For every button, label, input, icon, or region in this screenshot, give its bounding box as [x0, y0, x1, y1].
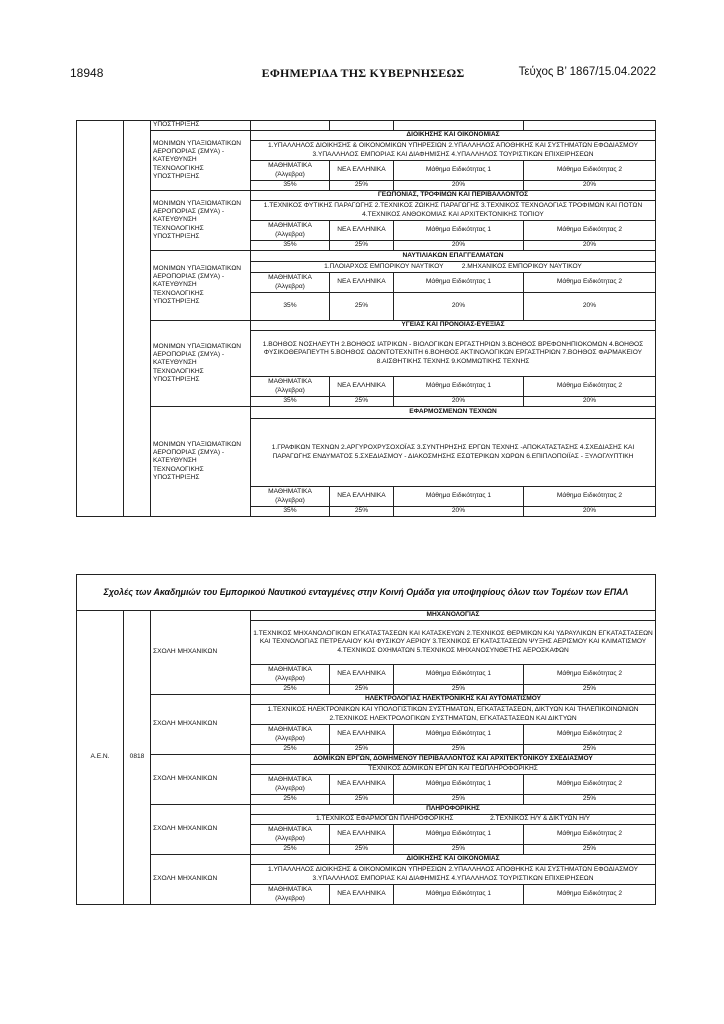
section-title: Σχολές των Ακαδημιών του Εμπορικού Ναυτικού ενταγμένες στην Κοινή Ομάδα για υποψηφίους όλων των Τομέων των ΕΠΑΛ — [77, 575, 656, 611]
weight-value: 25% — [394, 795, 524, 805]
col-math: ΜΑΘΗΜΑΤΙΚΑ (Άλγεβρα) — [251, 825, 330, 845]
sector-title: ΔΙΟΙΚΗΣΗΣ ΚΑΙ ΟΙΚΟΝΟΜΙΑΣ — [251, 855, 656, 865]
specialties-list: 1.ΤΕΧΝΙΚΟΣ ΕΦΑΡΜΟΓΩΝ ΠΛΗΡΟΦΟΡΙΚΗΣ 2.ΤΕΧΝΙΚΟΣ Η/Υ & ΔΙΚΤΥΩΝ Η/Υ — [251, 815, 656, 825]
col-spec1: Μάθημα Ειδικότητας 1 — [394, 377, 524, 397]
weight-value: 25% — [524, 845, 656, 855]
blank-cell — [124, 121, 151, 517]
school-name: ΜΟΝΙΜΩΝ ΥΠΑΞΙΩΜΑΤΙΚΩΝ ΑΕΡΟΠΟΡΙΑΣ (ΣΜΥΑ) - ΚΑΤΕΥΘΥΝΣΗ ΤΕΧΝΟΛΟΓΙΚΗΣ ΥΠΟΣΤΗΡΙΞΗΣ — [151, 321, 251, 407]
sector-title: ΕΦΑΡΜΟΣΜΕΝΩΝ ΤΕΧΝΩΝ — [251, 407, 656, 419]
col-spec2: Μάθημα Ειδικότητας 2 — [524, 825, 656, 845]
col-spec2: Μάθημα Ειδικότητας 2 — [524, 377, 656, 397]
specialties-list: 1.ΠΛΟΙΑΡΧΟΣ ΕΜΠΟΡΙΚΟΥ ΝΑΥΤΙΚΟΥ 2.ΜΗΧΑΝΙΚΟΣ ΕΜΠΟΡΙΚΟΥ ΝΑΥΤΙΚΟΥ — [251, 262, 656, 273]
col-spec2: Μάθημα Ειδικότητας 2 — [524, 161, 656, 181]
weight-value: 35% — [251, 293, 330, 321]
col-math: ΜΑΘΗΜΑΤΙΚΑ (Άλγεβρα) — [251, 885, 330, 905]
weight-value: 25% — [251, 745, 330, 755]
col-spec2: Μάθημα Ειδικότητας 2 — [524, 725, 656, 745]
col-spec2: Μάθημα Ειδικότητας 2 — [524, 221, 656, 241]
code-cell: 0818 — [124, 611, 151, 905]
col-greek: ΝΕΑ ΕΛΛΗΝΙΚΑ — [330, 161, 394, 181]
weight-value: 25% — [330, 181, 394, 191]
col-spec1: Μάθημα Ειδικότητας 1 — [394, 775, 524, 795]
school-name: ΜΟΝΙΜΩΝ ΥΠΑΞΙΩΜΑΤΙΚΩΝ ΑΕΡΟΠΟΡΙΑΣ (ΣΜΥΑ) - ΚΑΤΕΥΘΥΝΣΗ ΤΕΧΝΟΛΟΓΙΚΗΣ ΥΠΟΣΤΗΡΙΞΗΣ — [151, 131, 251, 191]
col-greek: ΝΕΑ ΕΛΛΗΝΙΚΑ — [330, 885, 394, 905]
journal-title: ΕΦΗΜΕΡΙΔΑ ΤΗΣ ΚΥΒΕΡΝΗΣΕΩΣ — [261, 66, 465, 80]
weight-value: 35% — [251, 241, 330, 251]
school-cell: ΥΠΟΣΤΗΡΙΞΗΣ — [151, 121, 251, 131]
weight-value: 25% — [330, 507, 394, 517]
weight-value: 25% — [251, 795, 330, 805]
weight-value: 20% — [524, 507, 656, 517]
weight-value: 35% — [251, 181, 330, 191]
weight-value: 25% — [330, 685, 394, 695]
specialties-list: 1.ΒΟΗΘΟΣ ΝΟΣΗΛΕΥΤΗ 2.ΒΟΗΘΟΣ ΙΑΤΡΙΚΩΝ - ΒΙΟΛΟΓΙΚΩΝ ΕΡΓΑΣΤΗΡΙΩΝ 3.ΒΟΗΘΟΣ ΒΡΕΦΟΝΗΠΙΟΚΟΜΩΝ 4.ΒΟΗΘΟΣ ΦΥΣΙΚΟΘΕΡΑΠΕΥΤΗ 5.ΒΟΗΘΟΣ ΟΔΟΝΤΟΤΕΧΝΙΤΗ 6.ΒΟΗΘΟΣ ΑΚΤΙΝΟΛΟΓΙΚΩΝ ΕΡΓΑΣΤΗΡΙΩΝ 7.ΒΟΗΘΟΣ ΦΑΡΜΑΚΕΙΟΥ 8.ΑΙΣΘΗΤΙΚΗΣ ΤΕΧΝΗΣ 9.ΚΟΜΜΩΤΙΚΗΣ ΤΕΧΝΗΣ — [251, 331, 656, 377]
col-math: ΜΑΘΗΜΑΤΙΚΑ (Άλγεβρα) — [251, 665, 330, 685]
col-spec1: Μάθημα Ειδικότητας 1 — [394, 825, 524, 845]
sector-title: ΓΕΩΠΟΝΙΑΣ, ΤΡΟΦΙΜΩΝ ΚΑΙ ΠΕΡΙΒΑΛΛΟΝΤΟΣ — [251, 191, 656, 201]
col-spec2: Μάθημα Ειδικότητας 2 — [524, 665, 656, 685]
school-name: ΜΟΝΙΜΩΝ ΥΠΑΞΙΩΜΑΤΙΚΩΝ ΑΕΡΟΠΟΡΙΑΣ (ΣΜΥΑ) - ΚΑΤΕΥΘΥΝΣΗ ΤΕΧΝΟΛΟΓΙΚΗΣ ΥΠΟΣΤΗΡΙΞΗΣ — [151, 251, 251, 321]
col-spec1: Μάθημα Ειδικότητας 1 — [394, 487, 524, 507]
specialties-list: 1.ΤΕΧΝΙΚΟΣ ΦΥΤΙΚΗΣ ΠΑΡΑΓΩΓΗΣ 2.ΤΕΧΝΙΚΟΣ ΖΩΙΚΗΣ ΠΑΡΑΓΩΓΗΣ 3.ΤΕΧΝΙΚΟΣ ΤΕΧΝΟΛΟΓΙΑΣ ΤΡΟΦΙΜΩΝ ΚΑΙ ΠΟΤΩΝ 4.ΤΕΧΝΙΚΟΣ ΑΝΘΟΚΟΜΙΑΣ ΚΑΙ ΑΡΧΙΤΕΚΤΟΝΙΚΗΣ ΤΟΠΙΟΥ — [251, 201, 656, 221]
col-spec2: Μάθημα Ειδικότητας 2 — [524, 885, 656, 905]
specialties-list: 1.ΥΠΑΛΛΗΛΟΣ ΔΙΟΙΚΗΣΗΣ & ΟΙΚΟΝΟΜΙΚΩΝ ΥΠΗΡΕΣΙΩΝ 2.ΥΠΑΛΛΗΛΟΣ ΑΠΟΘΗΚΗΣ ΚΑΙ ΣΥΣΤΗΜΑΤΩΝ ΕΦΟΔΙΑΣΜΟΥ 3.ΥΠΑΛΛΗΛΟΣ ΕΜΠΟΡΙΑΣ ΚΑΙ ΔΙΑΦΗΜΙΣΗΣ 4.ΥΠΑΛΛΗΛΟΣ ΤΟΥΡΙΣΤΙΚΩΝ ΕΠΙΧΕΙΡΗΣΕΩΝ — [251, 865, 656, 885]
col-spec1: Μάθημα Ειδικότητας 1 — [394, 221, 524, 241]
weight-value: 25% — [330, 293, 394, 321]
weight-value: 25% — [251, 685, 330, 695]
school-name: ΜΟΝΙΜΩΝ ΥΠΑΞΙΩΜΑΤΙΚΩΝ ΑΕΡΟΠΟΡΙΑΣ (ΣΜΥΑ) - ΚΑΤΕΥΘΥΝΣΗ ΤΕΧΝΟΛΟΓΙΚΗΣ ΥΠΟΣΤΗΡΙΞΗΣ — [151, 191, 251, 251]
issue-number: Τεύχος Β’ 1867/15.04.2022 — [518, 66, 656, 78]
weight-value: 25% — [330, 845, 394, 855]
col-greek: ΝΕΑ ΕΛΛΗΝΙΚΑ — [330, 273, 394, 293]
sector-title: ΠΛΗΡΟΦΟΡΙΚΗΣ — [251, 805, 656, 815]
col-spec1: Μάθημα Ειδικότητας 1 — [394, 161, 524, 181]
col-math: ΜΑΘΗΜΑΤΙΚΑ (Άλγεβρα) — [251, 221, 330, 241]
col-greek: ΝΕΑ ΕΛΛΗΝΙΚΑ — [330, 221, 394, 241]
page-header — [70, 66, 656, 84]
aen-table — [76, 574, 656, 905]
weight-value: 35% — [251, 507, 330, 517]
col-math: ΜΑΘΗΜΑΤΙΚΑ (Άλγεβρα) — [251, 161, 330, 181]
col-math: ΜΑΘΗΜΑΤΙΚΑ (Άλγεβρα) — [251, 487, 330, 507]
col-greek: ΝΕΑ ΕΛΛΗΝΙΚΑ — [330, 665, 394, 685]
col-spec2: Μάθημα Ειδικότητας 2 — [524, 775, 656, 795]
weight-value: 25% — [524, 745, 656, 755]
col-spec1: Μάθημα Ειδικότητας 1 — [394, 665, 524, 685]
school-name: ΣΧΟΛΗ ΜΗΧΑΝΙΚΩΝ — [151, 611, 251, 695]
col-greek: ΝΕΑ ΕΛΛΗΝΙΚΑ — [330, 775, 394, 795]
weight-value: 25% — [524, 795, 656, 805]
weight-value: 25% — [394, 685, 524, 695]
col-spec1: Μάθημα Ειδικότητας 1 — [394, 725, 524, 745]
weight-value: 25% — [330, 745, 394, 755]
col-spec1: Μάθημα Ειδικότητας 1 — [394, 885, 524, 905]
weight-value: 25% — [251, 845, 330, 855]
school-name: ΣΧΟΛΗ ΜΗΧΑΝΙΚΩΝ — [151, 805, 251, 855]
weight-value: 25% — [330, 241, 394, 251]
col-greek: ΝΕΑ ΕΛΛΗΝΙΚΑ — [330, 487, 394, 507]
weight-value: 20% — [524, 181, 656, 191]
weight-value: 20% — [394, 293, 524, 321]
school-name: ΜΟΝΙΜΩΝ ΥΠΑΞΙΩΜΑΤΙΚΩΝ ΑΕΡΟΠΟΡΙΑΣ (ΣΜΥΑ) - ΚΑΤΕΥΘΥΝΣΗ ΤΕΧΝΟΛΟΓΙΚΗΣ ΥΠΟΣΤΗΡΙΞΗΣ — [151, 407, 251, 517]
col-spec2: Μάθημα Ειδικότητας 2 — [524, 273, 656, 293]
weight-value: 20% — [394, 241, 524, 251]
col-spec1: Μάθημα Ειδικότητας 1 — [394, 273, 524, 293]
col-math: ΜΑΘΗΜΑΤΙΚΑ (Άλγεβρα) — [251, 775, 330, 795]
blank-cell — [77, 121, 124, 517]
col-greek: ΝΕΑ ΕΛΛΗΝΙΚΑ — [330, 825, 394, 845]
school-name: ΣΧΟΛΗ ΜΗΧΑΝΙΚΩΝ — [151, 855, 251, 905]
sector-title: ΝΑΥΤΙΛΙΑΚΩΝ ΕΠΑΓΓΕΛΜΑΤΩΝ — [251, 251, 656, 262]
page-number: 18948 — [70, 66, 104, 80]
specialties-list: 1.ΓΡΑΦΙΚΩΝ ΤΕΧΝΩΝ 2.ΑΡΓΥΡΟΧΡΥΣΟΧΟΪΑΣ 3.ΣΥΝΤΗΡΗΣΗΣ ΕΡΓΩΝ ΤΕΧΝΗΣ -ΑΠΟΚΑΤΑΣΤΑΣΗΣ 4.ΣΧΕΔΙΑΣΗΣ ΚΑΙ ΠΑΡΑΓΩΓΗΣ ΕΝΔΥΜΑΤΟΣ 5.ΣΧΕΔΙΑΣΜΟΥ - ΔΙΑΚΟΣΜΗΣΗΣ ΕΣΩΤΕΡΙΚΩΝ ΧΩΡΩΝ 6.ΕΠΙΠΛΟΠΟΙΪΑΣ - ΞΥΛΟΓΛΥΠΤΙΚΗ — [251, 419, 656, 487]
col-greek: ΝΕΑ ΕΛΛΗΝΙΚΑ — [330, 377, 394, 397]
sector-title: ΔΟΜΙΚΩΝ ΕΡΓΩΝ, ΔΟΜΗΜΕΝΟΥ ΠΕΡΙΒΑΛΛΟΝΤΟΣ ΚΑΙ ΑΡΧΙΤΕΚΤΟΝΙΚΟΥ ΣΧΕΔΙΑΣΜΟΥ — [251, 755, 656, 765]
weight-value: 20% — [394, 397, 524, 407]
specialties-list: 1.ΤΕΧΝΙΚΟΣ ΜΗΧΑΝΟΛΟΓΙΚΩΝ ΕΓΚΑΤΑΣΤΑΣΕΩΝ ΚΑΙ ΚΑΤΑΣΚΕΥΩΝ 2.ΤΕΧΝΙΚΟΣ ΘΕΡΜΙΚΩΝ ΚΑΙ ΥΔΡΑΥΛΙΚΩΝ ΕΓΚΑΤΑΣΤΑΣΕΩΝ ΚΑΙ ΤΕΧΝΟΛΟΓΙΑΣ ΠΕΤΡΕΛΑΙΟΥ ΚΑΙ ΦΥΣΙΚΟΥ ΑΕΡΙΟΥ 3.ΤΕΧΝΙΚΟΣ ΕΓΚΑΤΑΣΤΑΣΕΩΝ ΨΥΞΗΣ ΑΕΡΙΣΜΟΥ ΚΑΙ ΚΛΙΜΑΤΙΣΜΟΥ 4.ΤΕΧΝΙΚΟΣ ΟΧΗΜΑΤΩΝ 5.ΤΕΧΝΙΚΟΣ ΜΗΧΑΝΟΣΥΝΘΕΤΗΣ ΑΕΡΟΣΚΑΦΩΝ — [251, 621, 656, 665]
sector-title: ΜΗΧΑΝΟΛΟΓΙΑΣ — [251, 611, 656, 621]
school-name: ΣΧΟΛΗ ΜΗΧΑΝΙΚΩΝ — [151, 755, 251, 805]
weight-value: 20% — [524, 397, 656, 407]
col-math: ΜΑΘΗΜΑΤΙΚΑ (Άλγεβρα) — [251, 377, 330, 397]
weight-value: 25% — [330, 397, 394, 407]
weight-value: 25% — [394, 845, 524, 855]
specialties-list: ΤΕΧΝΙΚΟΣ ΔΟΜΙΚΩΝ ΕΡΓΩΝ ΚΑΙ ΓΕΩΠΛΗΡΟΦΟΡΙΚΗΣ — [251, 765, 656, 775]
sector-title: ΗΛΕΚΤΡΟΛΟΓΙΑΣ ΗΛΕΚΤΡΟΝΙΚΗΣ ΚΑΙ ΑΥΤΟΜΑΤΙΣΜΟΥ — [251, 695, 656, 705]
weight-value: 20% — [524, 293, 656, 321]
institution-cell: Α.Ε.Ν. — [77, 611, 124, 905]
weight-value: 20% — [394, 181, 524, 191]
weight-value: 25% — [330, 795, 394, 805]
specialties-list: 1.ΥΠΑΛΛΗΛΟΣ ΔΙΟΙΚΗΣΗΣ & ΟΙΚΟΝΟΜΙΚΩΝ ΥΠΗΡΕΣΙΩΝ 2.ΥΠΑΛΛΗΛΟΣ ΑΠΟΘΗΚΗΣ ΚΑΙ ΣΥΣΤΗΜΑΤΩΝ ΕΦΟΔΙΑΣΜΟΥ 3.ΥΠΑΛΛΗΛΟΣ ΕΜΠΟΡΙΑΣ ΚΑΙ ΔΙΑΦΗΜΙΣΗΣ 4.ΥΠΑΛΛΗΛΟΣ ΤΟΥΡΙΣΤΙΚΩΝ ΕΠΙΧΕΙΡΗΣΕΩΝ — [251, 141, 656, 161]
sector-title: ΔΙΟΙΚΗΣΗΣ ΚΑΙ ΟΙΚΟΝΟΜΙΑΣ — [251, 131, 656, 141]
col-math: ΜΑΘΗΜΑΤΙΚΑ (Άλγεβρα) — [251, 725, 330, 745]
smya-table — [76, 120, 656, 517]
col-math: ΜΑΘΗΜΑΤΙΚΑ (Άλγεβρα) — [251, 273, 330, 293]
col-spec2: Μάθημα Ειδικότητας 2 — [524, 487, 656, 507]
weight-value: 20% — [394, 507, 524, 517]
weight-value: 25% — [524, 685, 656, 695]
weight-value: 25% — [394, 745, 524, 755]
weight-value: 35% — [251, 397, 330, 407]
sector-title: ΥΓΕΙΑΣ ΚΑΙ ΠΡΟΝΟΙΑΣ-ΕΥΕΞΙΑΣ — [251, 321, 656, 331]
specialties-list: 1.ΤΕΧΝΙΚΟΣ ΗΛΕΚΤΡΟΝΙΚΩΝ ΚΑΙ ΥΠΟΛΟΓΙΣΤΙΚΩΝ ΣΥΣΤΗΜΑΤΩΝ, ΕΓΚΑΤΑΣΤΑΣΕΩΝ, ΔΙΚΤΥΩΝ ΚΑΙ ΤΗΛΕΠΙΚΟΙΝΩΝΙΩΝ 2.ΤΕΧΝΙΚΟΣ ΗΛΕΚΤΡΟΛΟΓΙΚΩΝ ΣΥΣΤΗΜΑΤΩΝ, ΕΓΚΑΤΑΣΤΑΣΕΩΝ ΚΑΙ ΔΙΚΤΥΩΝ — [251, 705, 656, 725]
weight-value: 20% — [524, 241, 656, 251]
school-name: ΣΧΟΛΗ ΜΗΧΑΝΙΚΩΝ — [151, 695, 251, 755]
col-greek: ΝΕΑ ΕΛΛΗΝΙΚΑ — [330, 725, 394, 745]
